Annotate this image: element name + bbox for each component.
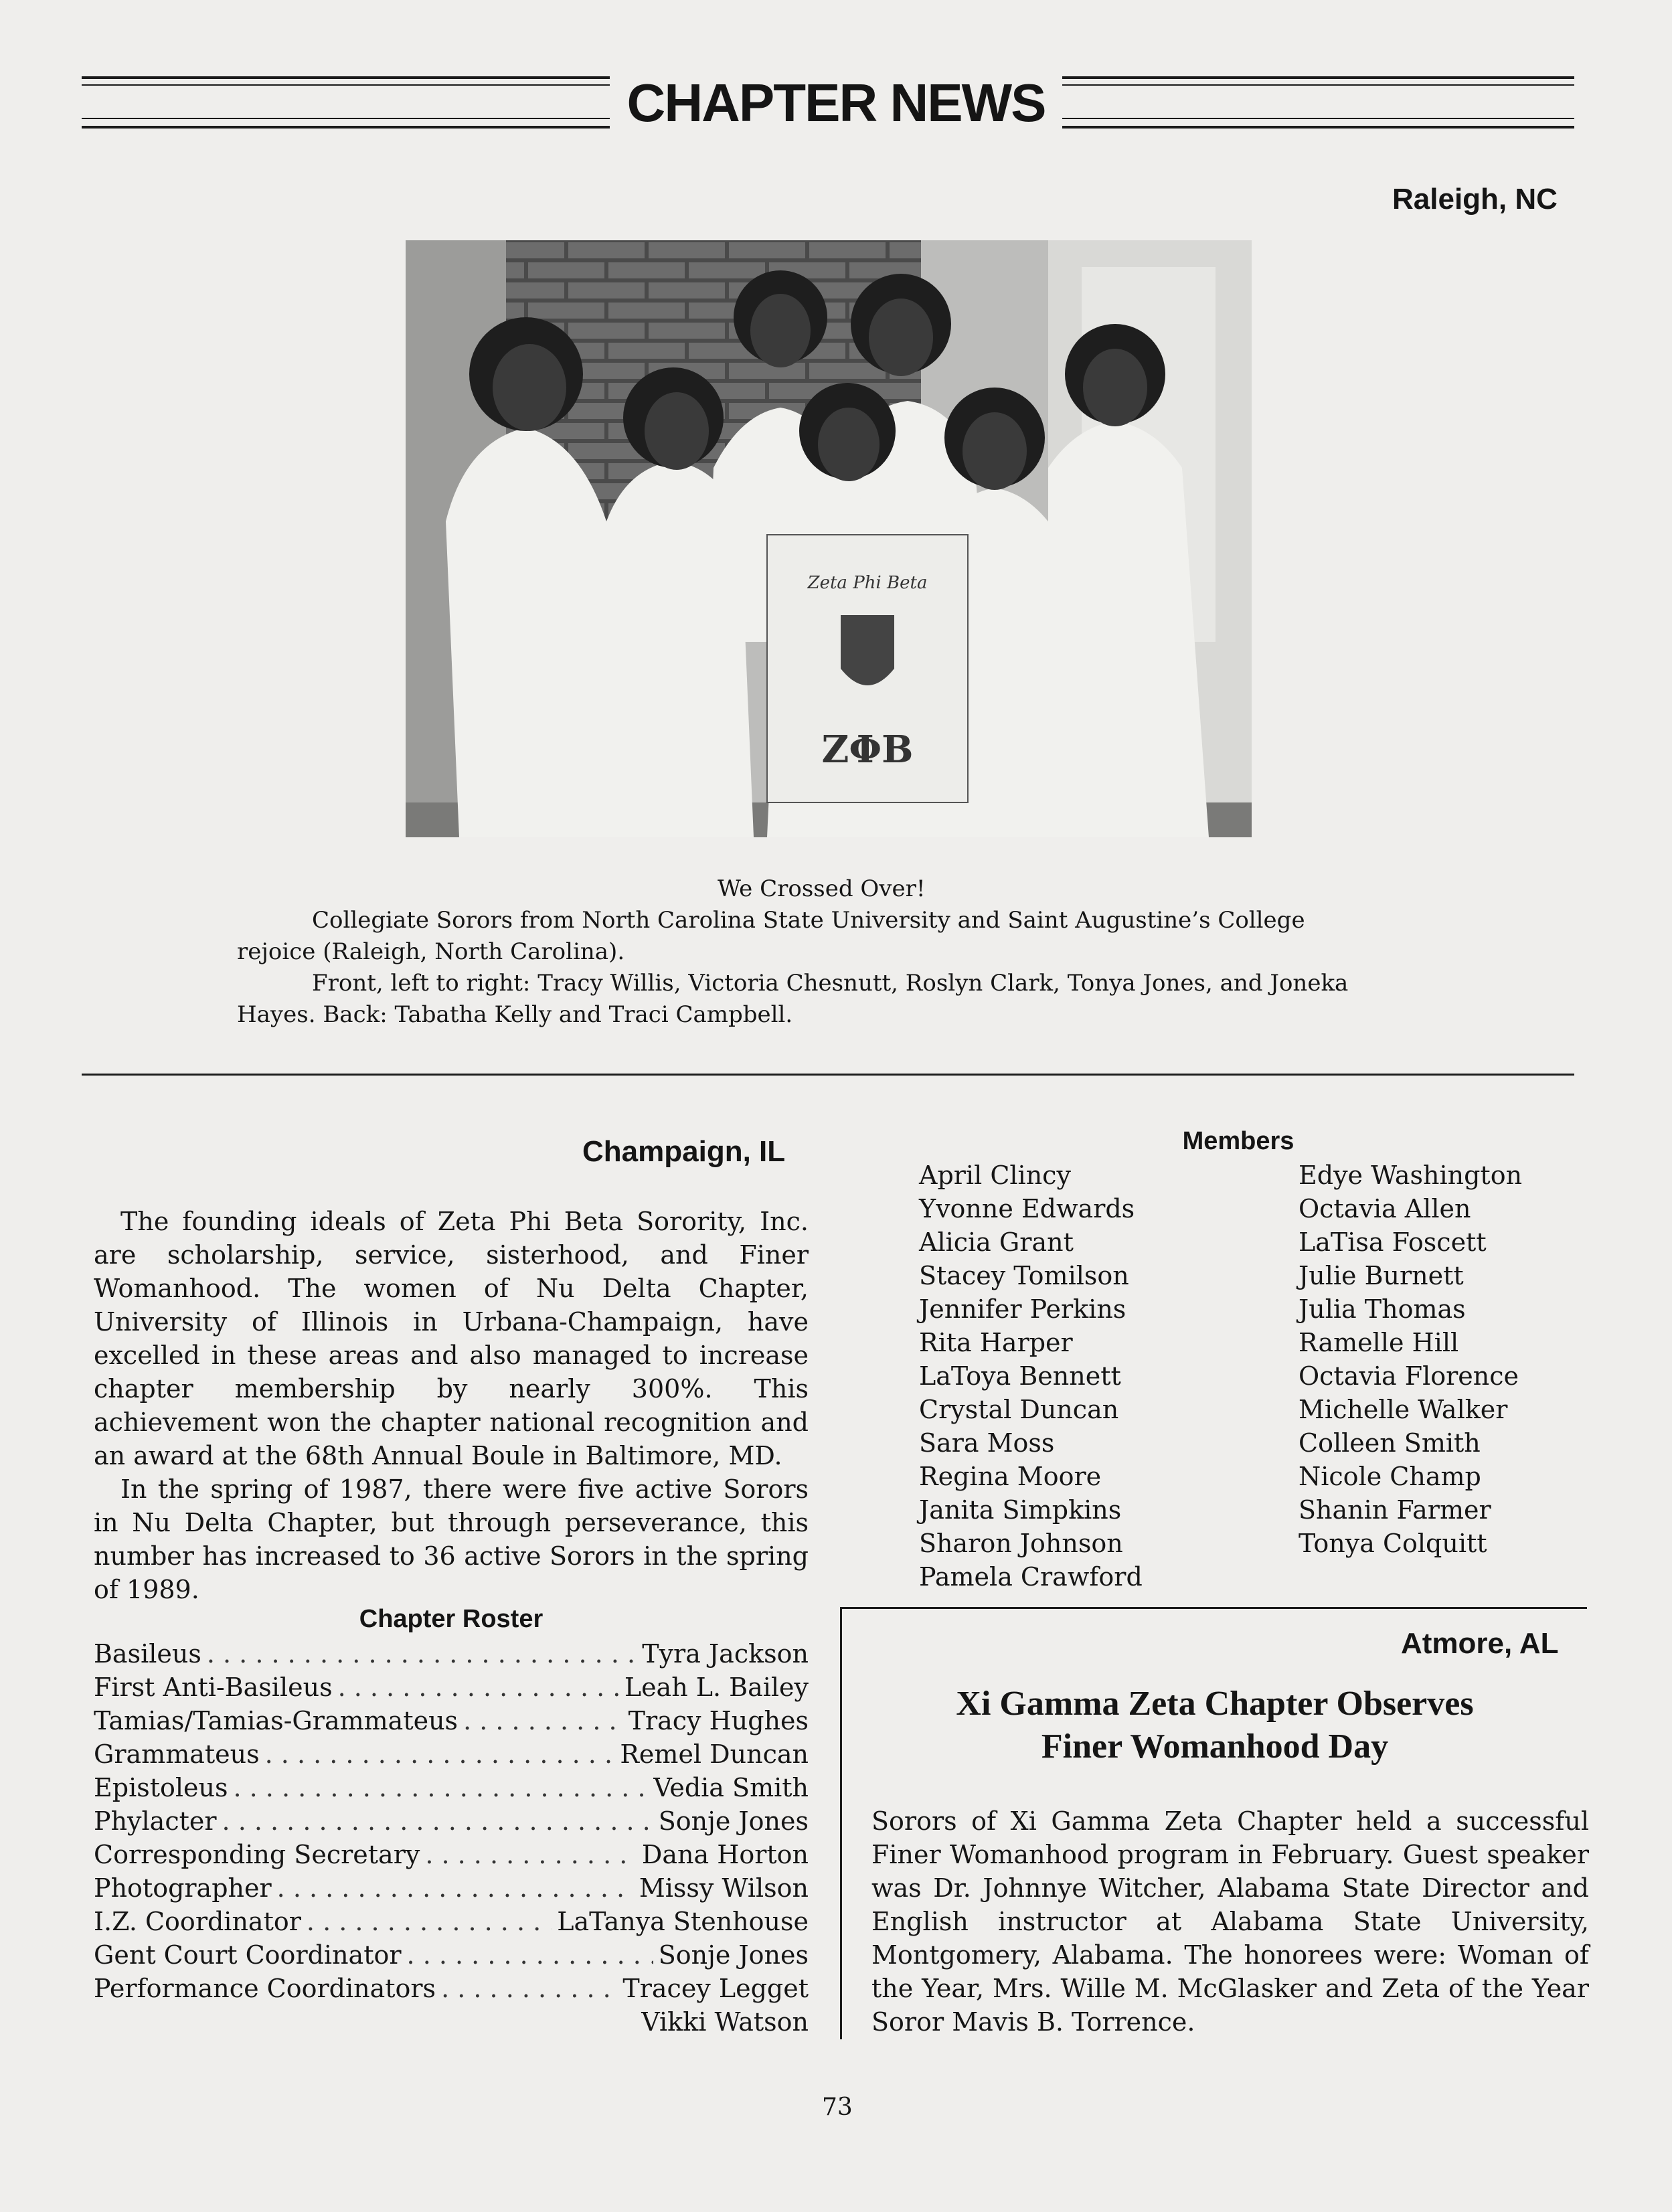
- member-name: Regina Moore: [919, 1462, 1102, 1491]
- roster-row: [94, 2005, 809, 2039]
- roster-leader: [207, 1637, 637, 1671]
- roster-office: First Anti-Basileus: [94, 1673, 333, 1702]
- photo-banner-text: Zeta Phi Beta: [807, 573, 928, 593]
- member-name: LaTisa Foscett: [1299, 1227, 1487, 1257]
- roster-row: [94, 1704, 809, 1737]
- section-divider: [82, 1074, 1574, 1076]
- roster-row: [94, 1804, 809, 1838]
- roster-name: Tyra Jackson: [642, 1639, 809, 1669]
- roster-leader: [222, 1804, 653, 1838]
- member-name: Octavia Florence: [1299, 1361, 1519, 1391]
- member-name: Crystal Duncan: [919, 1395, 1119, 1424]
- member-name: Alicia Grant: [919, 1227, 1074, 1257]
- roster-office: Tamias/Tamias-Grammateus: [94, 1706, 458, 1735]
- roster-heading: Chapter Roster: [359, 1605, 544, 1633]
- photo-caption-line-3: Front, left to right: Tracy Willis, Victoria Chesnutt, Roslyn Clark, Tonya Jones, and Joneka: [312, 970, 1349, 997]
- roster-leader: [463, 1704, 623, 1737]
- member-name: Sara Moss: [919, 1428, 1055, 1458]
- member-name: Colleen Smith: [1299, 1428, 1481, 1458]
- roster-office: Phylacter: [94, 1806, 217, 1836]
- member-name: Ramelle Hill: [1299, 1328, 1459, 1357]
- roster-leader: [338, 1671, 619, 1704]
- roster-name: Leah L. Bailey: [624, 1673, 809, 1702]
- member-name: Rita Harper: [919, 1328, 1073, 1357]
- roster-leader: [265, 1737, 615, 1771]
- roster-name: Remel Duncan: [620, 1739, 809, 1769]
- roster-row: [94, 1671, 809, 1704]
- roster-leader: [307, 1905, 552, 1938]
- roster-name: Vikki Watson: [641, 2007, 809, 2037]
- roster-leader: [425, 1838, 637, 1871]
- member-name: April Clincy: [919, 1161, 1071, 1190]
- roster-leader: [441, 1972, 617, 2005]
- member-name: Janita Simpkins: [919, 1495, 1122, 1525]
- member-name: Jennifer Perkins: [919, 1294, 1126, 1324]
- roster-row: [94, 1871, 809, 1905]
- roster-row: [94, 1737, 809, 1771]
- roster-office: Basileus: [94, 1639, 201, 1669]
- atmore-heading: Atmore, AL: [1401, 1627, 1559, 1660]
- photo-caption-line-4: Hayes. Back: Tabatha Kelly and Traci Campbell.: [237, 1001, 793, 1028]
- roster-name: LaTanya Stenhouse: [557, 1907, 809, 1936]
- page-title: [0, 70, 1672, 137]
- roster-office: Corresponding Secretary: [94, 1840, 420, 1869]
- member-name: Julie Burnett: [1299, 1261, 1464, 1290]
- member-name: Sharon Johnson: [919, 1529, 1123, 1558]
- page-title-text: CHAPTER NEWS: [610, 73, 1063, 133]
- photo-caption-line-2: rejoice (Raleigh, North Carolina).: [237, 938, 625, 965]
- member-name: Nicole Champ: [1299, 1462, 1481, 1491]
- roster-leader: [277, 1871, 634, 1905]
- photo-caption-title: We Crossed Over!: [718, 875, 926, 902]
- roster-leader: [407, 1938, 653, 1972]
- roster-office: Photographer: [94, 1873, 272, 1903]
- roster-row: [94, 1905, 809, 1938]
- members-column-1: [919, 1159, 1143, 1594]
- member-name: Yvonne Edwards: [919, 1194, 1135, 1223]
- roster-office: Grammateus: [94, 1739, 260, 1769]
- roster-name: Missy Wilson: [639, 1873, 809, 1903]
- roster-name: Tracy Hughes: [628, 1706, 809, 1735]
- atmore-title-line-1: Xi Gamma Zeta Chapter Observes: [956, 1685, 1474, 1723]
- roster-leader: [233, 1771, 648, 1804]
- roster-office: Gent Court Coordinator: [94, 1940, 402, 1970]
- champaign-paragraph-1: The founding ideals of Zeta Phi Beta Sorority, Inc. are scholarship, service, sisterhood, and Finer Womanhood. The women of Nu Delta Chapter, University of Illinois in Urbana-Champaign, have excelled in these areas and also managed to increase chapter membership by nearly 300%. This achievement won the chapter national recognition and an award at the 68th Annual Boule in Baltimore, MD.: [94, 1207, 809, 1470]
- roster-row: [94, 1771, 809, 1804]
- roster-name: Sonje Jones: [658, 1940, 809, 1970]
- atmore-article-title: [853, 1683, 1576, 1768]
- member-name: Edye Washington: [1299, 1161, 1523, 1190]
- member-name: Pamela Crawford: [919, 1562, 1143, 1592]
- atmore-top-rule: [840, 1607, 1587, 1609]
- atmore-article-body: Sorors of Xi Gamma Zeta Chapter held a successful Finer Womanhood program in February. Guest speaker was Dr. Johnnye Witcher, Alabama State Director and English instructor at Alabama State University, Montgomery, Alabama. The honorees were: Woman of the Year, Mrs. Wille M. McGlasker and Zeta of the Year Soror Mavis B. Torrence.: [871, 1806, 1589, 2037]
- roster-row: [94, 1838, 809, 1871]
- member-name: Michelle Walker: [1299, 1395, 1508, 1424]
- group-photo: [406, 240, 1252, 837]
- raleigh-heading: Raleigh, NC: [1392, 183, 1558, 216]
- members-heading: Members: [1182, 1127, 1294, 1155]
- roster-name: Vedia Smith: [653, 1773, 809, 1802]
- roster-office: I.Z. Coordinator: [94, 1907, 301, 1936]
- roster-row: [94, 1637, 809, 1671]
- page-number: 73: [822, 2094, 853, 2121]
- member-name: Tonya Colquitt: [1299, 1529, 1487, 1558]
- roster-office: Performance Coordinators: [94, 1974, 436, 2003]
- roster-row: [94, 1972, 809, 2005]
- members-column-2: [1299, 1159, 1522, 1560]
- atmore-left-rule: [840, 1607, 842, 2039]
- roster-name: Sonje Jones: [658, 1806, 809, 1836]
- member-name: Shanin Farmer: [1299, 1495, 1491, 1525]
- champaign-heading: Champaign, IL: [582, 1135, 786, 1168]
- roster-row: [94, 1938, 809, 1972]
- roster-office: Epistoleus: [94, 1773, 228, 1802]
- member-name: Julia Thomas: [1299, 1294, 1466, 1324]
- champaign-article: [94, 1205, 809, 1606]
- atmore-title-line-2: Finer Womanhood Day: [1041, 1727, 1389, 1766]
- photo-caption-line-1: Collegiate Sorors from North Carolina State University and Saint Augustine’s College: [312, 907, 1305, 934]
- member-name: LaToya Bennett: [919, 1361, 1121, 1391]
- photo-letters: ZΦB: [821, 728, 914, 772]
- roster-name: Tracey Legget: [622, 1974, 809, 2003]
- member-name: Stacey Tomilson: [919, 1261, 1129, 1290]
- roster-name: Dana Horton: [641, 1840, 809, 1869]
- group-photo-illustration: [406, 240, 1252, 837]
- member-name: Octavia Allen: [1299, 1194, 1471, 1223]
- champaign-paragraph-2: In the spring of 1987, there were five active Sorors in Nu Delta Chapter, but through perseverance, this number has increased to 36 active Sorors in the spring of 1989.: [94, 1474, 809, 1604]
